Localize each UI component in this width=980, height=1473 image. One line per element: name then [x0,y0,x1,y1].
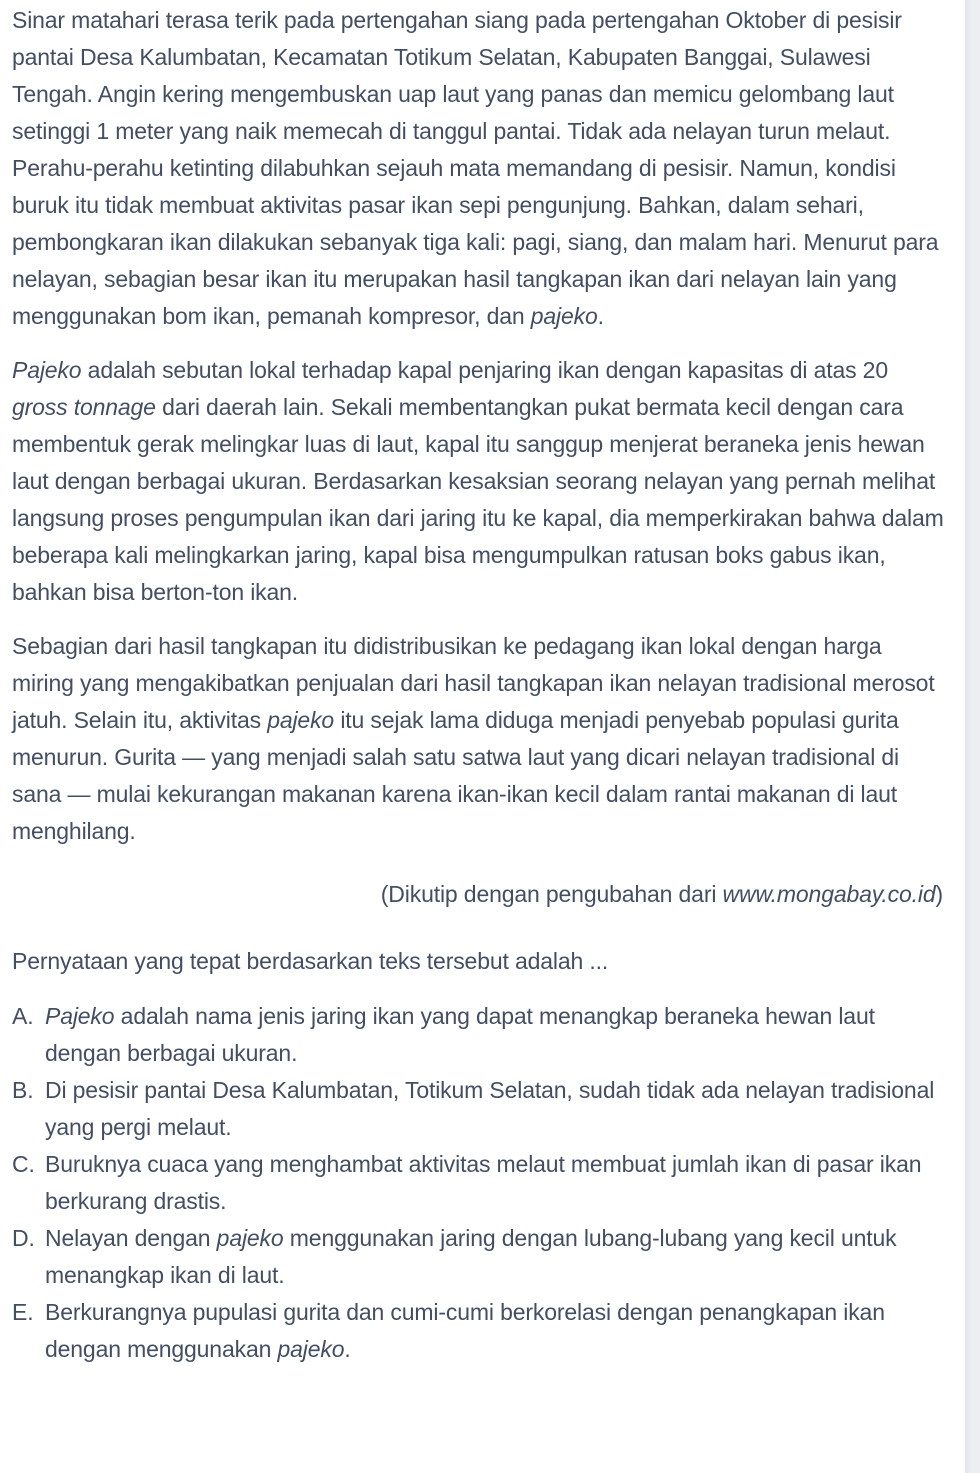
option-letter: E. [12,1299,34,1325]
option-d[interactable] [12,1220,947,1294]
option-letter: B. [12,1077,34,1103]
option-text: Pajeko adalah nama jenis jaring ikan yang dapat menangkap beraneka hewan laut dengan berbagai ukuran. [45,1003,875,1066]
option-text: Di pesisir pantai Desa Kalumbatan, Totikum Selatan, sudah tidak ada nelayan tradisional yang pergi melaut. [45,1077,935,1140]
option-e[interactable] [12,1294,947,1368]
option-letter: A. [12,1003,34,1029]
source-citation: (Dikutip dengan pengubahan dari www.mongabay.co.id) [380,881,943,907]
passage-paragraph: Pajeko adalah sebutan lokal terhadap kapal penjaring ikan dengan kapasitas di atas 20 gross tonnage dari daerah lain. Sekali membentangkan pukat bermata kecil dengan cara membentuk gerak melingkar luas di laut, kapal itu sanggup menjerat beraneka jenis hewan laut dengan berbagai ukuran. Berdasarkan kesaksian seorang nelayan yang pernah melihat langsung proses pengumpulan ikan dari jaring itu ke kapal, dia memperkirakan bahwa dalam beberapa kali melingkarkan jaring, kapal bisa mengumpulkan ratusan boks gabus ikan, bahkan bisa berton-ton ikan. [12,357,944,605]
option-c[interactable] [12,1146,947,1220]
passage-paragraph: Sinar matahari terasa terik pada pertengahan siang pada pertengahan Oktober di pesisir pantai Desa Kalumbatan, Kecamatan Totikum Selatan, Kabupaten Banggai, Sulawesi Tengah. Angin kering mengembuskan uap laut yang panas dan memicu gelombang laut setinggi 1 meter yang naik memecah di tanggul pantai. Tidak ada nelayan turun melaut. Perahu-perahu ketinting dilabuhkan sejauh mata memandang di pesisir. Namun, kondisi buruk itu tidak membuat aktivitas pasar ikan sepi pengunjung. Bahkan, dalam sehari, pembongkaran ikan dilakukan sebanyak tiga kali: pagi, siang, dan malam hari. Menurut para nelayan, sebagian besar ikan itu merupakan hasil tangkapan ikan dari nelayan lain yang menggunakan bom ikan, pemanah kompresor, dan pajeko. [12,7,939,329]
option-a[interactable] [12,998,947,1072]
option-text: Berkurangnya pupulasi gurita dan cumi-cumi berkorelasi dengan penangkapan ikan dengan menggunakan pajeko. [45,1299,885,1362]
question-stem: Pernyataan yang tepat berdasarkan teks tersebut adalah ... [12,948,609,974]
scrollbar-track[interactable] [965,0,980,1473]
option-text: Buruknya cuaca yang menghambat aktivitas melaut membuat jumlah ikan di pasar ikan berkurang drastis. [45,1151,922,1214]
option-letter: D. [12,1225,35,1251]
reading-passage [12,2,947,850]
option-text: Nelayan dengan pajeko menggunakan jaring dengan lubang-lubang yang kecil untuk menangkap ikan di laut. [45,1225,897,1288]
answer-options [12,998,947,1368]
passage-paragraph: Sebagian dari hasil tangkapan itu didistribusikan ke pedagang ikan lokal dengan harga miring yang mengakibatkan penjualan dari hasil tangkapan ikan nelayan tradisional merosot jatuh. Selain itu, aktivitas pajeko itu sejak lama diduga menjadi penyebab populasi gurita menurun. Gurita — yang menjadi salah satu satwa laut yang dicari nelayan tradisional di sana — mulai kekurangan makanan karena ikan-ikan kecil dalam rantai makanan di laut menghilang. [12,633,935,844]
option-b[interactable] [12,1072,947,1146]
option-letter: C. [12,1151,35,1177]
quiz-content [12,2,947,1368]
